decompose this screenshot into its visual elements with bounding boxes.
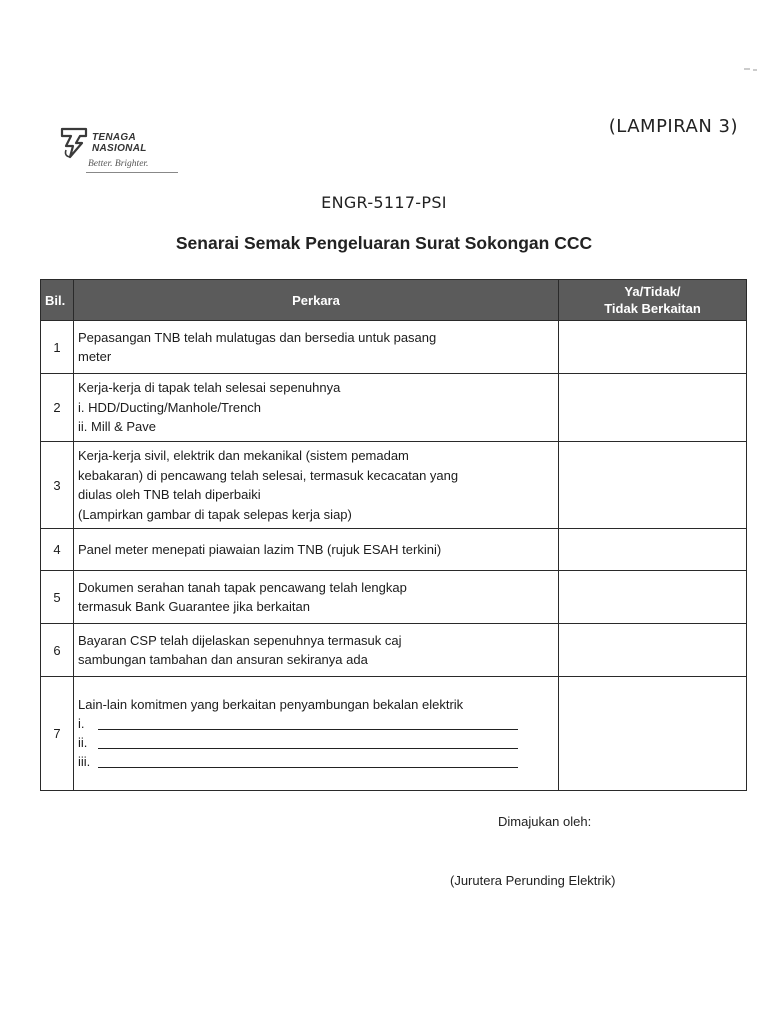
- answer-cell[interactable]: [559, 677, 747, 791]
- row-item: [74, 374, 559, 442]
- answer-cell[interactable]: [559, 442, 747, 529]
- answer-cell[interactable]: [559, 571, 747, 624]
- row-number: 1: [41, 321, 74, 374]
- table-row: [41, 677, 747, 791]
- blank-entry-line[interactable]: [78, 715, 554, 734]
- table-row: [41, 624, 747, 677]
- checklist-body: [41, 321, 747, 791]
- row-item: [74, 677, 559, 791]
- row-number: 7: [41, 677, 74, 791]
- tnb-logo-icon: [58, 126, 90, 160]
- blank-entry-label: iii.: [78, 754, 91, 770]
- blank-entry-line[interactable]: [78, 753, 554, 772]
- row-item: [74, 442, 559, 529]
- row-number: 6: [41, 624, 74, 677]
- row-item-line: (Lampirkan gambar di tapak selepas kerja siap): [78, 506, 352, 522]
- blank-entry-rule: [98, 729, 518, 730]
- row-item-line: Bayaran CSP telah dijelaskan sepenuhnya termasuk caj: [78, 632, 402, 648]
- logo-text-nasional: NASIONAL: [92, 143, 147, 154]
- company-logo: [58, 126, 188, 176]
- row-item-line: diulas oleh TNB telah diperbaiki: [78, 487, 261, 502]
- submitted-by-label: Dimajukan oleh:: [498, 814, 592, 829]
- answer-cell[interactable]: [559, 624, 747, 677]
- logo-text-tenaga: TENAGA: [92, 132, 137, 143]
- column-header-perkara: Perkara: [74, 280, 559, 321]
- row-item-line: termasuk Bank Guarantee jika berkaitan: [78, 599, 310, 614]
- table-row: [41, 571, 747, 624]
- table-row: [41, 442, 747, 529]
- signatory-role: (Jurutera Perunding Elektrik): [450, 873, 616, 888]
- row-item: [74, 624, 559, 677]
- row-item: [74, 529, 559, 571]
- column-header-status: [559, 280, 747, 321]
- table-row: [41, 374, 747, 442]
- checklist-table: [40, 279, 747, 791]
- row-number: 5: [41, 571, 74, 624]
- row-item-line: kebakaran) di pencawang telah selesai, termasuk kecacatan yang: [78, 467, 459, 483]
- logo-tagline: Better. Brighter.: [88, 159, 149, 169]
- row-item-line: Kerja-kerja di tapak telah selesai sepenuhnya: [78, 380, 341, 396]
- row-item-line: Panel meter menepati piawaian lazim TNB (rujuk ESAH terkini): [78, 541, 442, 557]
- row-item: [74, 571, 559, 624]
- answer-cell[interactable]: [559, 529, 747, 571]
- blank-entry-line[interactable]: [78, 734, 554, 753]
- row-item-line: Kerja-kerja sivil, elektrik dan mekanikal (sistem pemadam: [78, 448, 409, 463]
- blank-entry-label: i.: [78, 716, 85, 732]
- column-header-status-line1: Ya/Tidak/: [624, 284, 681, 299]
- table-row: [41, 321, 747, 374]
- row-item-line: Lain-lain komitmen yang berkaitan penyambungan bekalan elektrik: [78, 697, 464, 713]
- row-item-line: ii. Mill & Pave: [78, 419, 157, 435]
- row-item-line: meter: [78, 349, 112, 364]
- table-row: [41, 529, 747, 571]
- answer-cell[interactable]: [559, 321, 747, 374]
- row-item-line: i. HDD/Ducting/Manhole/Trench: [78, 399, 262, 415]
- answer-cell[interactable]: [559, 374, 747, 442]
- row-item-line: Dokumen serahan tanah tapak pencawang telah lengkap: [78, 579, 407, 595]
- document-code: ENGR-5117-PSI: [321, 193, 447, 212]
- column-header-status-line2: Tidak Berkaitan: [604, 301, 701, 316]
- row-item: [74, 321, 559, 374]
- document-title: Senarai Semak Pengeluaran Surat Sokongan CCC: [175, 233, 593, 253]
- attachment-label: (LAMPIRAN 3): [608, 116, 738, 137]
- blank-entry-label: ii.: [78, 735, 88, 751]
- blank-entry-rule: [98, 748, 518, 749]
- row-number: 2: [41, 374, 74, 442]
- blank-entry-rule: [98, 767, 518, 768]
- scan-mark: [744, 66, 758, 72]
- column-header-bil: Bil.: [41, 280, 74, 321]
- row-item-line: sambungan tambahan dan ansuran sekiranya ada: [78, 652, 368, 667]
- table-header-row: [41, 280, 747, 321]
- row-number: 3: [41, 442, 74, 529]
- logo-underline: [86, 172, 178, 173]
- row-number: 4: [41, 529, 74, 571]
- row-item-line: Pepasangan TNB telah mulatugas dan bersedia untuk pasang: [78, 329, 437, 345]
